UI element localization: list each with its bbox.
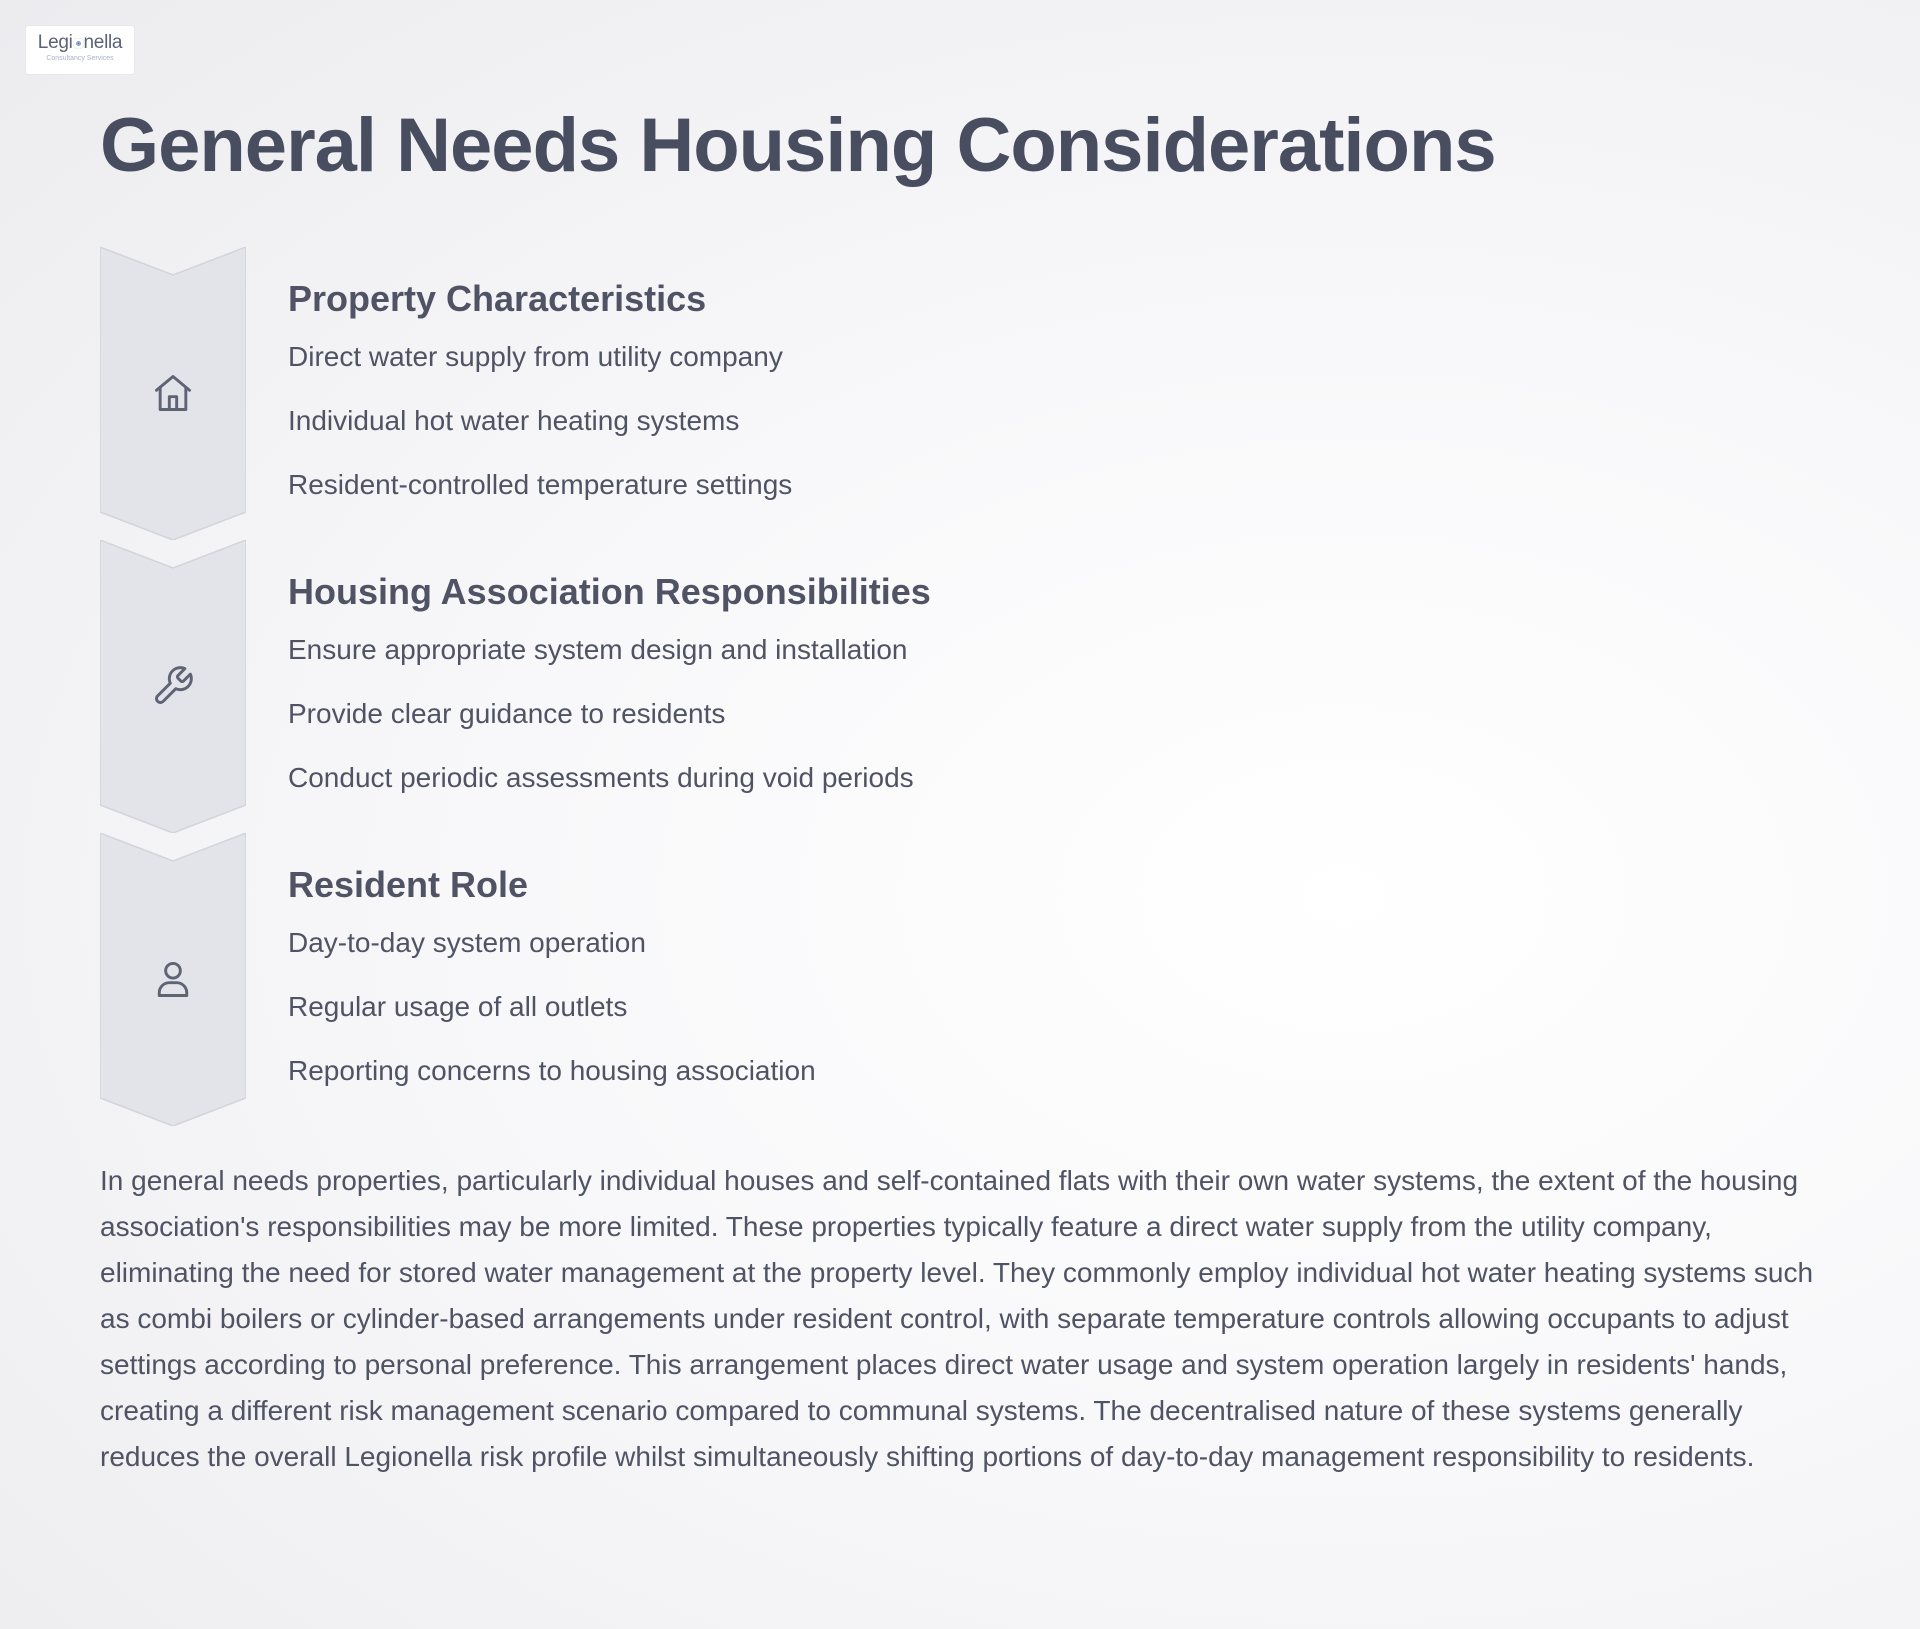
list-item: Direct water supply from utility company <box>288 341 783 373</box>
list-item: Individual hot water heating systems <box>288 405 740 437</box>
section-housing-association-responsibilities <box>100 540 1820 833</box>
list-item: Day-to-day system operation <box>288 927 646 959</box>
section-items <box>288 633 931 795</box>
list-item: Reporting concerns to housing association <box>288 1055 816 1087</box>
house-icon <box>151 371 195 415</box>
person-icon <box>151 957 195 1001</box>
section-content <box>288 863 816 1118</box>
wrench-icon <box>151 664 195 708</box>
section-heading: Property Characteristics <box>288 278 707 319</box>
list-item: Conduct periodic assessments during void periods <box>288 762 914 794</box>
list-item: Provide clear guidance to residents <box>288 698 726 730</box>
logo-wordmark: Legi nella <box>37 32 123 53</box>
section-heading: Housing Association Responsibilities <box>288 571 931 612</box>
list-item: Resident-controlled temperature settings <box>288 469 793 501</box>
section-items <box>288 340 792 502</box>
page-title: General Needs Housing Considerations <box>100 103 1496 188</box>
section-heading: Resident Role <box>288 864 529 905</box>
chevron-step-3 <box>100 833 246 1126</box>
section-content <box>288 570 931 825</box>
section-property-characteristics <box>100 247 1820 540</box>
section-resident-role <box>100 833 1820 1126</box>
chevron-step-2 <box>100 540 246 833</box>
logo-dot-icon <box>73 38 84 49</box>
chevron-step-1 <box>100 247 246 540</box>
list-item: Ensure appropriate system design and installation <box>288 634 908 666</box>
logo-tagline: Consultancy Services <box>46 55 114 62</box>
body-paragraph: In general needs properties, particularly individual houses and self-contained flats with their own water systems, the extent of the housing association's responsibilities may be more limited. These properties typically feature a direct water supply from the utility company, eliminating the need for stored water management at the property level. They commonly employ individual hot water heating systems such as combi boilers or cylinder-based arrangements under resident control, with separate temperature controls allowing occupants to adjust settings according to personal preference. This arrangement places direct water usage and system operation largely in residents' hands, creating a different risk management scenario compared to communal systems. The decentralised nature of these systems generally reduces the overall Legionella risk profile whilst simultaneously shifting portions of day-to-day management responsibility to residents. <box>100 1165 1814 1472</box>
company-logo <box>26 26 134 74</box>
section-items <box>288 926 816 1088</box>
section-content <box>288 277 792 532</box>
list-item: Regular usage of all outlets <box>288 991 628 1023</box>
considerations-list <box>100 247 1820 1126</box>
